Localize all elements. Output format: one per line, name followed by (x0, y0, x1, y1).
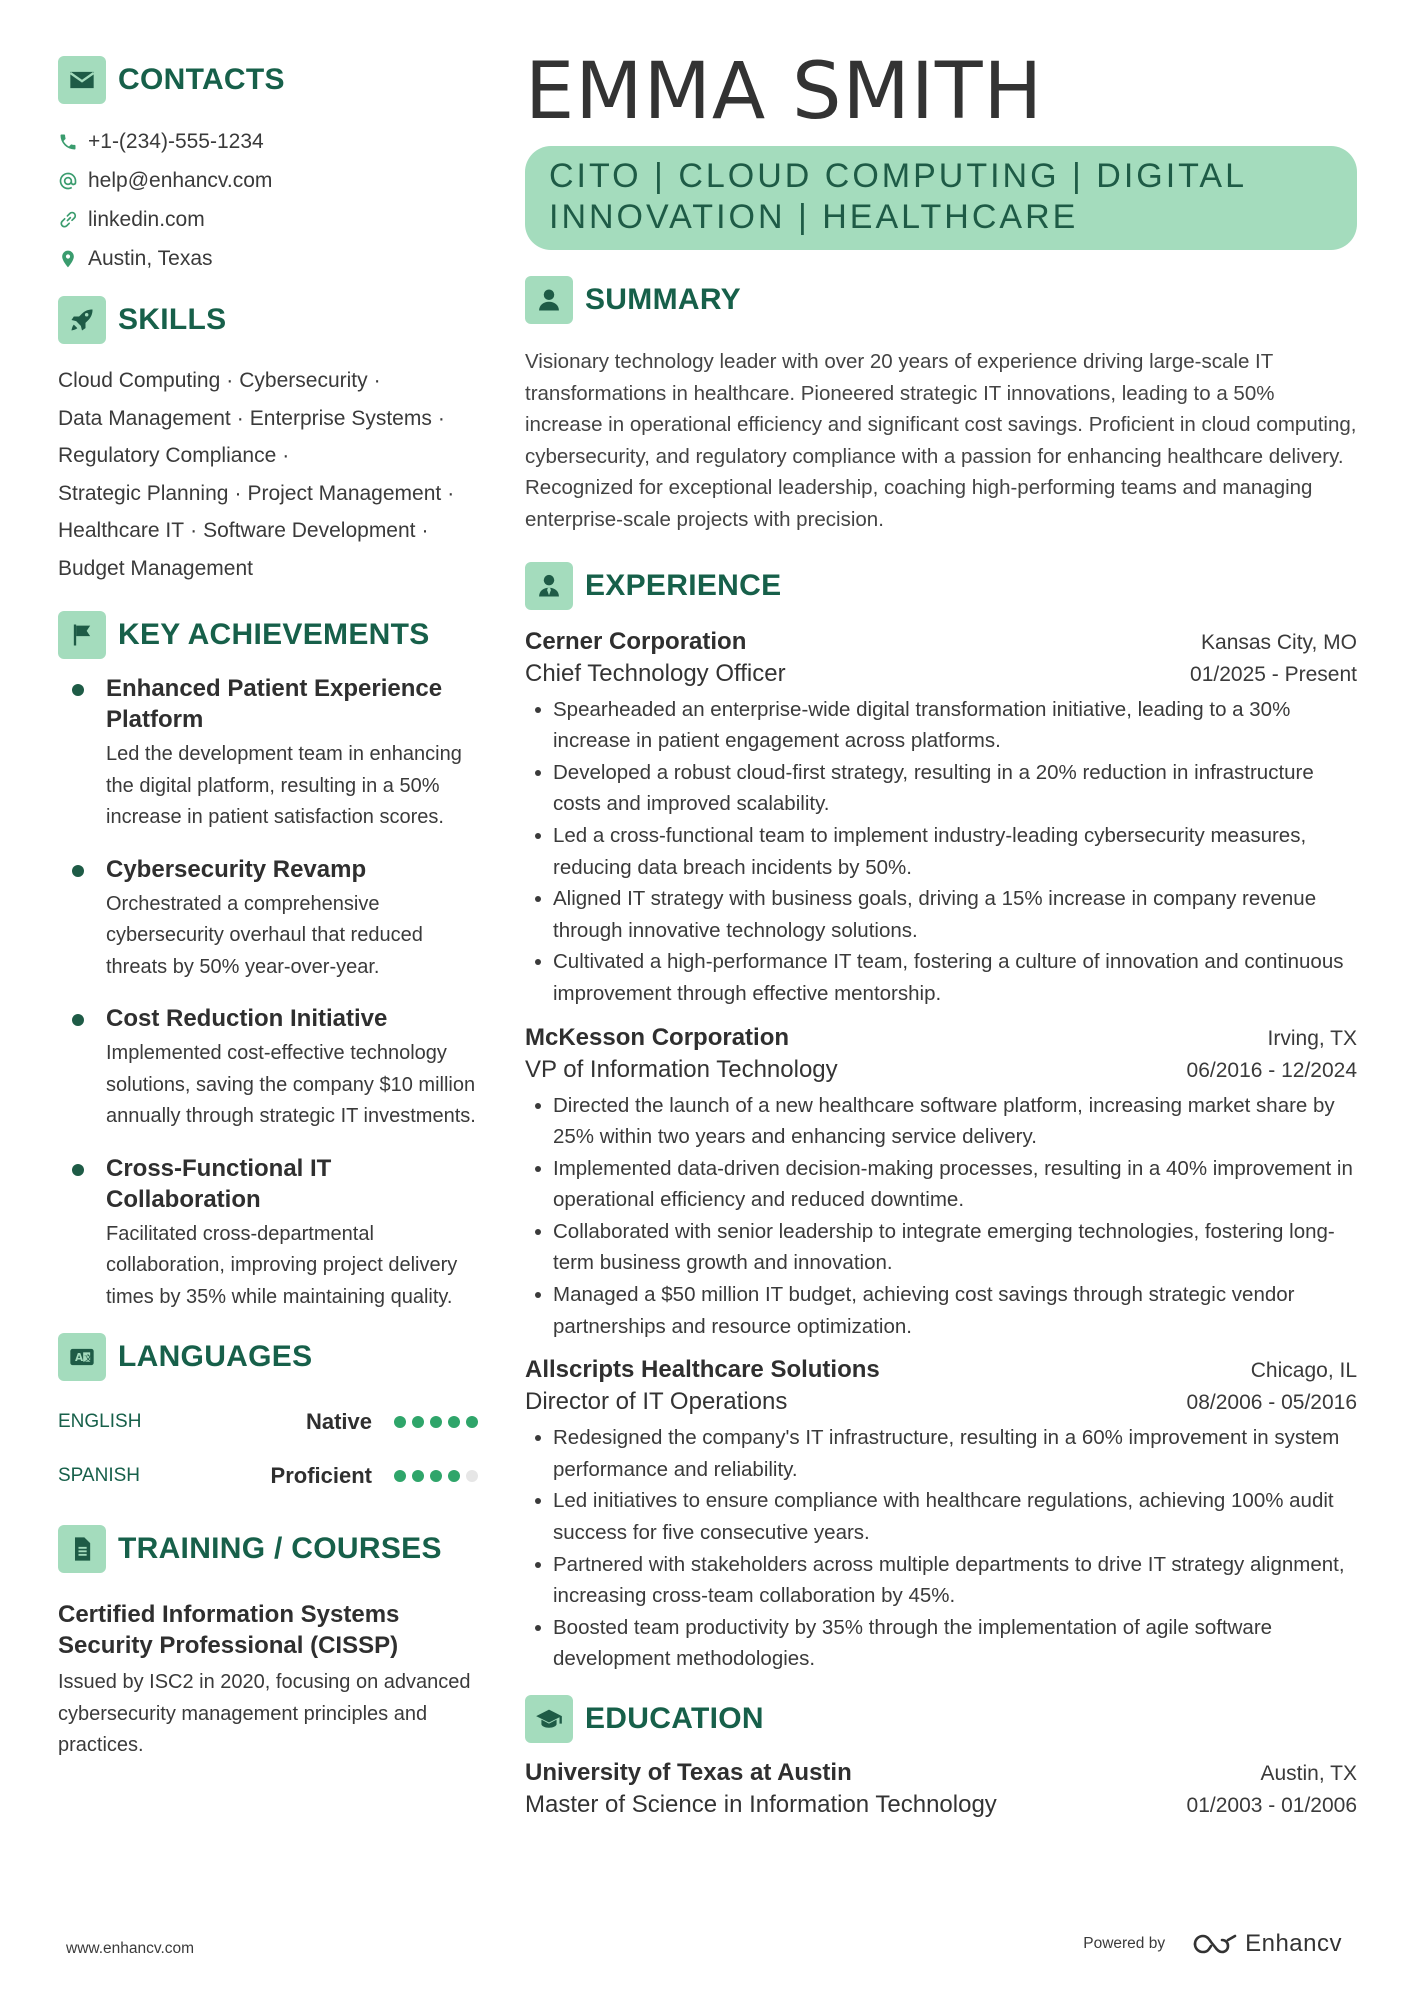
proficiency-dot-filled (466, 1416, 478, 1428)
job-bullet: Spearheaded an enterprise-wide digital transformation initiative, leading to a 30% increase in patient engagement across platforms. (525, 694, 1357, 757)
achievement-item (58, 854, 478, 984)
language-row (58, 1395, 478, 1449)
footer-branding (1083, 1930, 1342, 1958)
company-name: Cerner Corporation (525, 627, 747, 655)
bullet-dot (72, 1164, 84, 1176)
contacts-list (58, 122, 478, 278)
job-bullet: Cultivated a high-performance IT team, fostering a culture of innovation and continuous improvement through effective mentorship. (525, 946, 1357, 1009)
bullet-dot (72, 684, 84, 696)
course-desc: Issued by ISC2 in 2020, focusing on advanced cybersecurity management principles and practices. (58, 1671, 471, 1756)
phone-text: +1-(234)-555-1234 (88, 129, 264, 153)
left-column (58, 56, 478, 1762)
achievement-title: Enhanced Patient Experience Platform (106, 675, 443, 733)
proficiency-dot-filled (412, 1470, 424, 1482)
location-text: Austin, Texas (88, 246, 213, 270)
footer-website[interactable]: www.enhancv.com (66, 1940, 195, 1957)
contact-phone[interactable] (58, 122, 478, 161)
linkedin-text: linkedin.com (88, 207, 205, 231)
company-name: Allscripts Healthcare Solutions (525, 1356, 880, 1384)
skill-item: Regulatory Compliance (58, 444, 277, 467)
skill-item: Data Management (58, 406, 231, 430)
languages-list (58, 1395, 478, 1503)
degree: Master of Science in Information Technology (525, 1791, 997, 1818)
education-header (525, 1695, 1357, 1743)
rocket-icon (58, 296, 106, 344)
at-icon (58, 171, 88, 191)
person-icon (525, 276, 573, 324)
job-role: Chief Technology Officer (525, 659, 786, 687)
job-bullet: Managed a $50 million IT budget, achieving cost savings through strategic vendor partnerships and resource optimization. (525, 1279, 1357, 1342)
skills-line: Regulatory Compliance · (58, 444, 290, 467)
proficiency-dots (394, 1470, 478, 1482)
job-bullet: Led a cross-functional team to implement industry-leading cybersecurity measures, reducing data breach incidents by 50%. (525, 820, 1357, 883)
skills-line: Cloud Computing · Cybersecurity · (58, 369, 381, 392)
job-bullet: Implemented data-driven decision-making processes, resulting in a 40% improvement in operational efficiency and reduced downtime. (525, 1153, 1357, 1216)
achievements-title: KEY ACHIEVEMENTS (118, 618, 430, 651)
proficiency-dot-empty (466, 1470, 478, 1482)
phone-icon (58, 132, 88, 152)
course-title: Certified Information Systems Security Professional (CISSP) (58, 1601, 400, 1659)
skills-line: Healthcare IT · Software Development · (58, 519, 429, 542)
skill-item: Cloud Computing (58, 369, 221, 392)
job-bullets (525, 1090, 1357, 1343)
job-location: Chicago, IL (1250, 1359, 1357, 1383)
summary-text: Visionary technology leader with over 20 years of experience driving large-scale IT transformations in healthcare. Pioneered strategic IT innovations, leading to a 50% increase in operational efficiency and significant cost savings. Proficient in cloud computing, cybersecurity, and regulatory compliance with a passion for enhancing healthcare delivery. Recognized for exceptional leadership, coaching high-performing teams and managing enterprise-scale projects with precision. (525, 350, 1357, 531)
job-bullet: Led initiatives to ensure compliance with healthcare regulations, achieving 100% audit success for five consecutive years. (525, 1485, 1357, 1548)
skill-item: Strategic Planning (58, 481, 229, 505)
language-name: SPANISH (58, 1465, 141, 1486)
contacts-header (58, 56, 478, 104)
contact-location (58, 239, 478, 278)
skills-line (58, 550, 478, 588)
summary-title: SUMMARY (585, 283, 741, 316)
language-level: Native (305, 1409, 372, 1434)
job-dates: 06/2016 - 12/2024 (1186, 1058, 1357, 1082)
achievement-title: Cybersecurity Revamp (106, 855, 367, 883)
powered-by-text: Powered by (1083, 1935, 1166, 1952)
company-name: McKesson Corporation (525, 1023, 790, 1051)
email-text: help@enhancv.com (88, 168, 273, 192)
job-entry (525, 628, 1357, 1010)
flag-icon (58, 611, 106, 659)
enhancv-brand-text: Enhancv (1245, 1930, 1342, 1957)
achievements-list (58, 673, 478, 1313)
achievement-desc: Led the development team in enhancing the digital platform, resulting in a 50% increase in patient satisfaction scores. (106, 743, 462, 828)
education-entry (525, 1759, 1357, 1819)
proficiency-dot-filled (430, 1470, 442, 1482)
job-entry (525, 1024, 1357, 1343)
skill-item: Enterprise Systems (249, 406, 432, 430)
skill-item: Healthcare IT (58, 519, 185, 542)
translate-icon (58, 1333, 106, 1381)
enhancv-logo[interactable] (1191, 1930, 1342, 1958)
skills-list (58, 362, 478, 587)
education-title: EDUCATION (585, 1702, 764, 1735)
achievement-desc: Orchestrated a comprehensive cybersecurity overhaul that reduced threats by 50% year-over-year. (106, 892, 423, 978)
achievement-item (58, 1003, 478, 1133)
skills-header (58, 296, 478, 344)
proficiency-dot-filled (448, 1470, 460, 1482)
language-row (58, 1449, 478, 1503)
job-location: Irving, TX (1267, 1026, 1357, 1050)
envelope-icon (58, 56, 106, 104)
link-icon (58, 210, 88, 230)
job-bullet: Boosted team productivity by 35% through the implementation of agile software development methodologies. (525, 1612, 1357, 1675)
job-role: Director of IT Operations (525, 1388, 788, 1416)
education-dates: 01/2003 - 01/2006 (1186, 1794, 1357, 1817)
training-title: TRAINING / COURSES (118, 1532, 442, 1565)
job-bullet: Developed a robust cloud-first strategy, resulting in a 20% reduction in infrastructure costs and improved scalability. (525, 757, 1357, 820)
job-entry (525, 1356, 1357, 1675)
job-bullets (525, 694, 1357, 1010)
svg-text:A: A (75, 1352, 84, 1365)
job-bullet: Collaborated with senior leadership to integrate emerging technologies, fostering long-term business growth and innovation. (525, 1216, 1357, 1279)
achievement-desc: Facilitated cross-departmental collaboration, improving project delivery times by 35% while maintaining quality. (106, 1222, 458, 1308)
experience-list (525, 628, 1357, 1675)
experience-title: EXPERIENCE (585, 568, 782, 602)
skill-item: Budget Management (58, 556, 253, 580)
headline-banner: CITO | CLOUD COMPUTING | DIGITAL INNOVATION | HEALTHCARE (525, 146, 1357, 250)
school-location: Austin, TX (1260, 1762, 1357, 1785)
job-bullet: Partnered with stakeholders across multiple departments to drive IT strategy alignment, increasing cross-team collaboration by 45%. (525, 1549, 1357, 1612)
achievements-header (58, 611, 478, 659)
skill-item: Project Management (247, 481, 442, 505)
bullet-dot (72, 1014, 84, 1026)
achievement-title: Cost Reduction Initiative (106, 1005, 388, 1032)
contacts-title: CONTACTS (118, 63, 285, 96)
summary-header (525, 276, 1357, 324)
person-tie-icon (525, 562, 573, 610)
achievement-desc: Implemented cost-effective technology solutions, saving the company $10 million annually through strategic IT investments. (106, 1042, 476, 1127)
contact-linkedin[interactable] (58, 200, 478, 239)
skill-item: Cybersecurity (239, 369, 368, 392)
skills-line: Data Management · Enterprise Systems · (58, 406, 445, 430)
skills-line: Strategic Planning · Project Management · (58, 481, 455, 505)
experience-header (525, 562, 1357, 610)
svg-text:文: 文 (84, 1353, 92, 1363)
achievement-title: Cross-Functional IT Collaboration (106, 1154, 332, 1213)
job-location: Kansas City, MO (1201, 630, 1357, 654)
enhancv-logo-icon (1191, 1931, 1239, 1957)
graduation-cap-icon (525, 1695, 573, 1743)
proficiency-dot-filled (430, 1416, 442, 1428)
proficiency-dot-filled (394, 1416, 406, 1428)
languages-header (58, 1333, 478, 1381)
achievement-item (58, 673, 478, 834)
proficiency-dots (394, 1416, 478, 1428)
skill-item: Software Development (203, 519, 416, 542)
job-bullets (525, 1422, 1357, 1675)
proficiency-dot-filled (448, 1416, 460, 1428)
document-icon (58, 1525, 106, 1573)
skills-title: SKILLS (118, 303, 227, 336)
job-dates: 01/2025 - Present (1190, 662, 1357, 686)
bullet-dot (72, 865, 84, 877)
job-dates: 08/2006 - 05/2016 (1186, 1391, 1357, 1415)
proficiency-dot-filled (394, 1470, 406, 1482)
right-column (525, 44, 1357, 1819)
contact-email[interactable] (58, 161, 478, 200)
school-name: University of Texas at Austin (525, 1759, 852, 1786)
languages-title: LANGUAGES (118, 1340, 313, 1373)
location-pin-icon (58, 249, 88, 269)
job-bullet: Aligned IT strategy with business goals, driving a 15% increase in company revenue through innovative technology solutions. (525, 883, 1357, 946)
job-bullet: Redesigned the company's IT infrastructure, resulting in a 60% improvement in system performance and reliability. (525, 1422, 1357, 1485)
job-role: VP of Information Technology (525, 1055, 838, 1083)
proficiency-dot-filled (412, 1416, 424, 1428)
training-header (58, 1525, 478, 1573)
job-bullet: Directed the launch of a new healthcare software platform, increasing market share by 25% within two years and enhancing service delivery. (525, 1090, 1357, 1153)
language-level: Proficient (270, 1463, 372, 1488)
candidate-name: EMMA SMITH (525, 47, 1044, 137)
achievement-item (58, 1153, 478, 1314)
language-name: ENGLISH (58, 1411, 142, 1432)
